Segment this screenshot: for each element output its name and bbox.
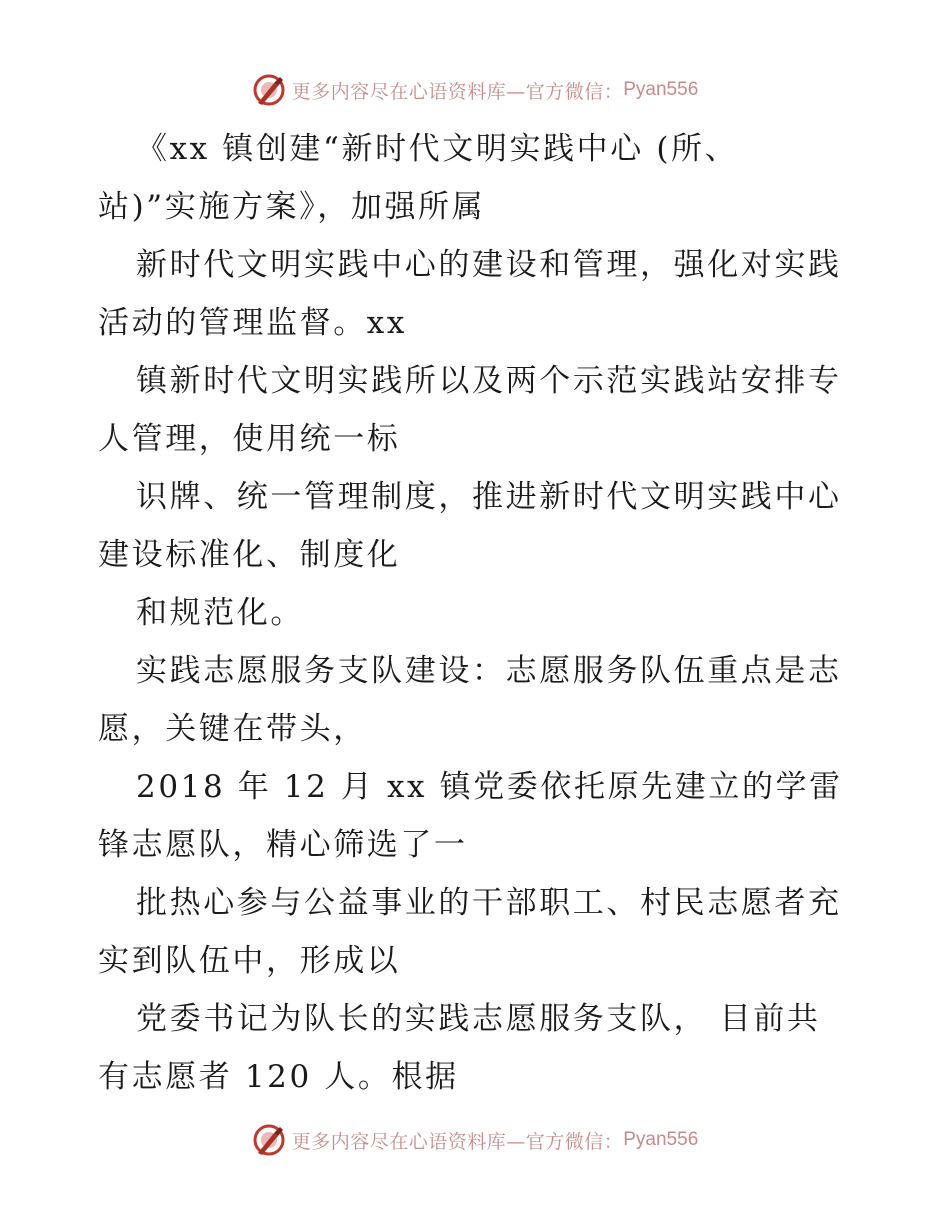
- watermark-text: 更多内容尽在心语资料库—官方微信：: [291, 80, 624, 103]
- body-line: 2018 年 12 月 xx 镇党委依托原先建立的学雷: [136, 769, 843, 805]
- watermark-text: 更多内容尽在心语资料库—官方微信：: [291, 1130, 624, 1153]
- body-line: 建设标准化、制度化: [98, 537, 401, 573]
- footer-watermark: [0, 1120, 950, 1160]
- document-body: [98, 120, 858, 1106]
- pen-seal-logo-icon: [252, 73, 286, 107]
- body-line: 有志愿者 120 人。根据: [98, 1059, 459, 1095]
- body-line: 站)”实施方案》，加强所属: [98, 189, 486, 225]
- body-line: 实到队伍中，形成以: [98, 943, 401, 979]
- watermark-wechat-id: Pyan556: [623, 1129, 699, 1150]
- body-line: 党委书记为队长的实践志愿服务支队， 目前共: [136, 1001, 821, 1037]
- body-line: 新时代文明实践中心的建设和管理，强化对实践: [136, 247, 842, 283]
- body-line: 和规范化。: [136, 595, 304, 631]
- watermark-wechat-id: Pyan556: [623, 79, 699, 100]
- body-line: 锋志愿队，精心筛选了一: [98, 827, 468, 863]
- body-line: 镇新时代文明实践所以及两个示范实践站安排专: [136, 363, 842, 399]
- body-line: 《xx 镇创建“新时代文明实践中心 (所、: [136, 131, 739, 167]
- body-line: 人管理，使用统一标: [98, 421, 401, 457]
- body-line: 实践志愿服务支队建设：志愿服务队伍重点是志: [136, 653, 842, 689]
- body-line: 识牌、统一管理制度，推进新时代文明实践中心: [136, 479, 842, 515]
- body-line: 活动的管理监督。xx: [98, 305, 407, 341]
- body-line: 批热心参与公益事业的干部职工、村民志愿者充: [136, 885, 842, 921]
- body-line: 愿，关键在带头，: [98, 711, 367, 747]
- header-watermark: [0, 70, 950, 110]
- pen-seal-logo-icon: [252, 1123, 286, 1157]
